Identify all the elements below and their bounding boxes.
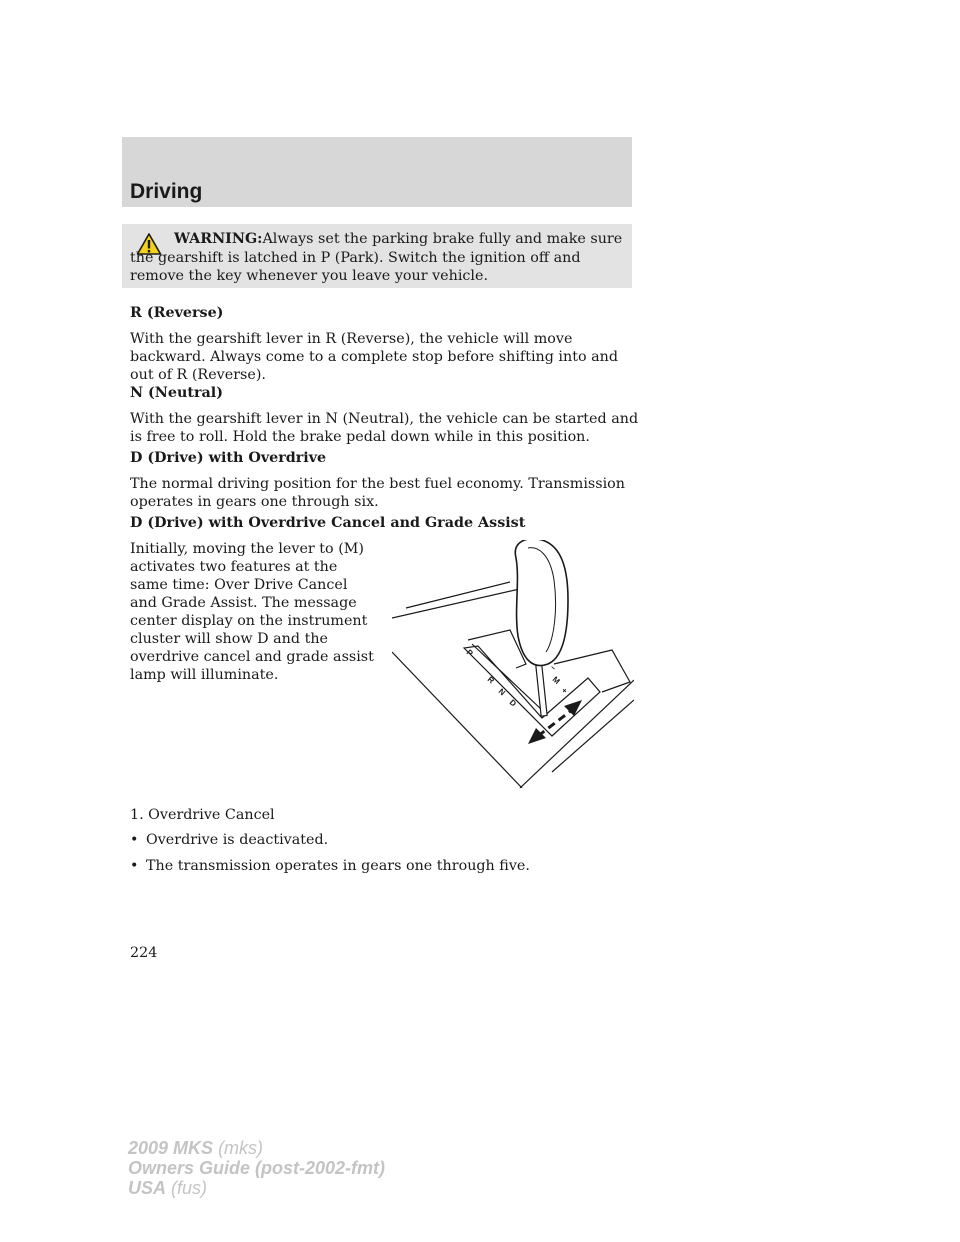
neutral-text: With the gearshift lever in N (Neutral), the vehicle can be started and is free to roll. Hold the brake pedal down while in this position. xyxy=(130,411,639,445)
list-item xyxy=(130,831,328,849)
bullet-text: The transmission operates in gears one through five. xyxy=(146,858,530,874)
section-title: Driving xyxy=(130,180,203,203)
footer-guide: Owners Guide (post-2002-fmt) xyxy=(128,1158,386,1178)
warning-box xyxy=(122,224,632,288)
bullet-text: Overdrive is deactivated. xyxy=(146,832,329,848)
reverse-section xyxy=(130,304,640,384)
footer-model-code: (mks) xyxy=(218,1138,264,1158)
neutral-section xyxy=(130,384,640,446)
manual-label-m: M xyxy=(550,674,562,686)
footer-market-code: (fus) xyxy=(171,1178,208,1198)
bullet-icon: • xyxy=(130,832,139,848)
warning-label: WARNING: xyxy=(174,231,263,247)
gate-label-p: P xyxy=(464,647,475,659)
gate-label-d: D xyxy=(507,697,518,709)
document-footer xyxy=(128,1138,385,1198)
list-item xyxy=(130,857,530,875)
bullet-icon: • xyxy=(130,858,139,874)
drive-cancel-text: Initially, moving the lever to (M) activates two features at the same time: Over Drive Cancel and Grade Assist. The message center display on the instrument cluster will show D and the overdrive cancel and grade assist lamp will illuminate. xyxy=(130,541,374,683)
manual-label-plus: + xyxy=(559,685,570,696)
footer-model: 2009 MKS xyxy=(128,1138,214,1158)
reverse-text: With the gearshift lever in R (Reverse), the vehicle will move backward. Always come to a complete stop before shifting into and out of R (Reverse). xyxy=(130,331,618,383)
gearshift-diagram xyxy=(392,540,634,788)
manual-label-minus: – xyxy=(548,662,558,673)
list-title: 1. Overdrive Cancel xyxy=(130,807,275,823)
neutral-heading: N (Neutral) xyxy=(130,385,223,401)
reverse-heading: R (Reverse) xyxy=(130,305,224,321)
footer-market: USA xyxy=(128,1178,167,1198)
warning-body: Always set the parking brake fully and make sure the gearshift is latched in P (Park). Switch the ignition off and remove the key whenever you leave your vehicle. xyxy=(130,231,623,284)
gate-label-r: R xyxy=(485,674,496,686)
gate-label-n: N xyxy=(496,686,507,698)
drive-overdrive-section xyxy=(130,449,640,511)
warning-text xyxy=(130,230,624,286)
page-number: 224 xyxy=(130,945,158,961)
drive-overdrive-heading: D (Drive) with Overdrive xyxy=(130,450,327,466)
drive-overdrive-text: The normal driving position for the best fuel economy. Transmission operates in gears one through six. xyxy=(130,476,625,510)
drive-cancel-heading: D (Drive) with Overdrive Cancel and Grade Assist xyxy=(130,515,526,531)
